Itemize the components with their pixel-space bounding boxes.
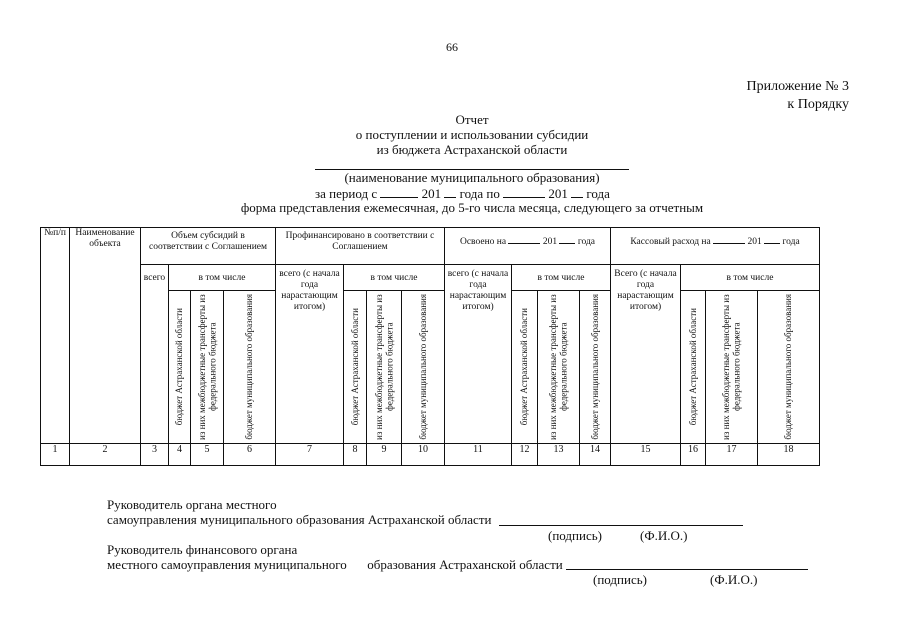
cash-including: в том числе — [681, 265, 820, 291]
header-mastered — [445, 228, 611, 265]
head1-line2-text: самоуправления муниципального образования Астраханской области — [107, 512, 492, 527]
appendix-line1: Приложение № 3 — [746, 79, 849, 94]
col-number: 1 — [41, 444, 70, 466]
volume-including: в том числе — [169, 265, 276, 291]
header-object-name: Наименование объекта — [70, 228, 141, 444]
col-number: 18 — [758, 444, 820, 466]
header-financed: Профинансировано в соответствии с Соглашением — [276, 228, 445, 265]
head1-sign-label: (подпись) — [548, 528, 602, 543]
financed-including: в том числе — [344, 265, 445, 291]
doc-subtitle-2: из бюджета Астраханской области — [376, 142, 568, 157]
appendix-line2: к Порядку — [787, 97, 849, 112]
header-mastered-prefix: Освоено на — [459, 237, 507, 247]
col-number: 12 — [512, 444, 538, 466]
table-header-row-1 — [41, 228, 820, 265]
col-number: 6 — [224, 444, 276, 466]
volume-federal: из них межбюджетные трансферты из федерального бюджета — [191, 291, 224, 444]
volume-municipal: бюджет муниципального образования — [224, 291, 276, 444]
period-year1-blank — [444, 185, 456, 198]
col-number: 17 — [706, 444, 758, 466]
col-number: 14 — [580, 444, 611, 466]
col-number: 8 — [344, 444, 367, 466]
doc-title: Отчет — [455, 112, 489, 127]
cash-date-blank — [713, 234, 745, 244]
cash-total: Всего (с начала года нарастающим итогом) — [611, 265, 681, 444]
header-mastered-year: 201 — [542, 237, 558, 247]
period-year2-blank — [571, 185, 583, 198]
report-table — [40, 227, 820, 466]
col-number: 9 — [367, 444, 402, 466]
head1-fio-label: (Ф.И.О.) — [640, 528, 688, 543]
header-num: №п/п — [41, 228, 70, 444]
col-number: 10 — [402, 444, 445, 466]
head2-line2a: местного самоуправления муниципального — [107, 557, 347, 572]
head2-signature-line — [566, 569, 808, 570]
col-number: 2 — [70, 444, 141, 466]
org-caption: (наименование муниципального образования) — [344, 170, 600, 185]
financed-federal: из них межбюджетные трансферты из федерального бюджета — [367, 291, 402, 444]
col-number: 15 — [611, 444, 681, 466]
header-cash-year: 201 — [747, 237, 762, 247]
mastered-federal: из них межбюджетные трансферты из федерального бюджета — [538, 291, 580, 444]
doc-subtitle-1: о поступлении и использовании субсидии — [355, 127, 589, 142]
head2-line2 — [107, 557, 563, 572]
head2-line2b: образования Астраханской области — [367, 557, 563, 572]
col-number: 7 — [276, 444, 344, 466]
volume-regional: бюджет Астраханской области — [169, 291, 191, 444]
mastered-year-blank — [559, 234, 575, 244]
period-middle: года по — [459, 186, 500, 201]
period-year2: 201 — [548, 186, 568, 201]
period-suffix: года — [586, 186, 610, 201]
financed-total: всего (с начала года нарастающим итогом) — [276, 265, 344, 444]
page-number: 66 — [446, 40, 458, 54]
period-year1: 201 — [421, 186, 442, 201]
volume-total: всего — [141, 265, 169, 444]
col-number: 3 — [141, 444, 169, 466]
form-note: форма представления ежемесячная, до 5-го числа месяца, следующего за отчетным — [240, 200, 704, 215]
head2-fio-label: (Ф.И.О.) — [710, 572, 758, 587]
column-number-row — [41, 444, 820, 466]
table-header-row-2 — [41, 265, 820, 291]
col-number: 11 — [445, 444, 512, 466]
col-number: 4 — [169, 444, 191, 466]
mastered-including: в том числе — [512, 265, 611, 291]
mastered-total: всего (с начала года нарастающим итогом) — [445, 265, 512, 444]
header-cash-expense — [611, 228, 820, 265]
col-number: 16 — [681, 444, 706, 466]
head1-line2 — [107, 512, 491, 527]
mastered-date-blank — [508, 234, 540, 244]
head1-signature-line — [499, 525, 743, 526]
cash-federal: из них межбюджетные трансферты из федерального бюджета — [706, 291, 758, 444]
header-cash-prefix: Кассовый расход на — [630, 237, 711, 247]
head2-line1: Руководитель финансового органа — [107, 542, 298, 557]
cash-municipal: бюджет муниципального образования — [758, 291, 820, 444]
header-mastered-suffix: года — [577, 237, 596, 247]
mastered-regional: бюджет Астраханской области — [512, 291, 538, 444]
col-number: 5 — [191, 444, 224, 466]
col-number: 13 — [538, 444, 580, 466]
period-start-blank — [380, 185, 418, 198]
period-prefix: за период с — [315, 186, 378, 201]
cash-year-blank — [764, 234, 780, 244]
cash-regional: бюджет Астраханской области — [681, 291, 706, 444]
mastered-municipal: бюджет муниципального образования — [580, 291, 611, 444]
header-cash-suffix: года — [782, 237, 800, 247]
header-volume: Объем субсидий в соответствии с Соглашением — [141, 228, 276, 265]
financed-municipal: бюджет муниципального образования — [402, 291, 445, 444]
period-end-blank — [503, 185, 545, 198]
head1-line1: Руководитель органа местного — [107, 497, 277, 512]
financed-regional: бюджет Астраханской области — [344, 291, 367, 444]
head2-sign-label: (подпись) — [593, 572, 647, 587]
